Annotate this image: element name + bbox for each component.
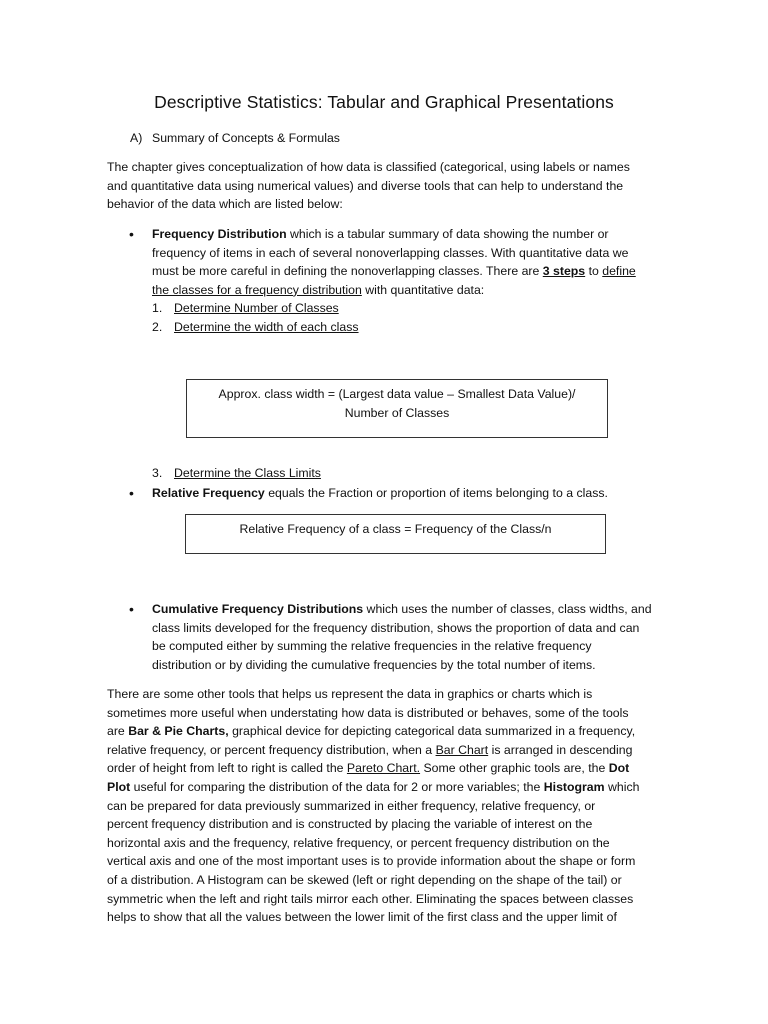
fd-line-1 — [152, 225, 636, 244]
ot-line: percent frequency distribution and is constructed by placing the variable of interest on the — [107, 817, 593, 832]
ot-line: sometimes more useful when understating how data is distributed or behaves, some of the tools — [107, 705, 629, 720]
ot-line: can be prepared for data previously summarized in either frequency, relative frequency, or — [107, 798, 596, 813]
ot-text: are — [107, 724, 129, 739]
fd-term: Frequency Distribution — [152, 227, 287, 241]
other-tools-paragraph — [107, 685, 639, 927]
fd-define-classes-link: the classes for a frequency distribution — [152, 282, 362, 297]
page-title: Descriptive Statistics: Tabular and Graphical Presentations — [154, 92, 614, 112]
ot-line: of a distribution. A Histogram can be skewed (left or right depending on the shape of the tail) or — [107, 872, 622, 887]
ot-text: order of height from left to right is called the — [107, 761, 347, 776]
bullet-icon: • — [129, 226, 134, 242]
pareto-chart-link: Pareto Chart. — [346, 761, 421, 776]
fd-line-3-a: must be more careful in defining the nonoverlapping classes. There are — [152, 264, 543, 279]
cf-line-4: distribution or by dividing the cumulative frequencies by the total number of items. — [152, 657, 596, 672]
relative-frequency-formula-box — [185, 514, 606, 554]
cf-line-3: be computed either by summing the relative frequencies in the relative frequency — [152, 639, 592, 654]
intro-line: The chapter gives conceptualization of how data is classified (categorical, using labels or names — [107, 160, 630, 174]
frequency-distribution-item — [152, 225, 636, 299]
ot-line: There are some other tools that helps us represent the data in graphics or charts which is — [107, 687, 593, 701]
ot-line-3 — [107, 722, 639, 741]
class-width-formula-box — [186, 379, 608, 438]
ot-line: helps to show that all the values between the lower limit of the first class and the upper limit of — [107, 910, 617, 925]
plot-term: Plot — [107, 779, 131, 794]
ot-line-4 — [107, 741, 639, 760]
fd-line-1-rest: which is a tabular summary of data showing the number or — [286, 227, 609, 241]
fd-define-link: define — [602, 264, 636, 279]
bar-pie-charts-term: Bar & Pie Charts, — [128, 724, 229, 739]
ot-text: useful for comparing the distribution of the data for 2 or more variables; the — [130, 779, 544, 794]
ot-text: is arranged in descending — [488, 742, 633, 757]
section-a-heading: Summary of Concepts & Formulas — [152, 131, 340, 145]
step-2-text: Determine the width of each class — [174, 320, 359, 334]
step-1-text: Determine Number of Classes — [174, 301, 339, 315]
ot-line: horizontal axis and the frequency, relative frequency, or percent frequency distribution on the — [107, 835, 610, 850]
ot-text: relative frequency, or percent frequency distribution, when a — [107, 742, 436, 757]
relative-frequency-formula: Relative Frequency of a class = Frequency of the Class/n — [239, 522, 552, 536]
ot-line-6 — [107, 778, 639, 797]
class-width-formula-line-1: Approx. class width = (Largest data value – Smallest Data Value)/ — [218, 387, 576, 401]
cf-line-1-rest: which uses the number of classes, class widths, and — [363, 602, 652, 616]
cf-line-1 — [152, 600, 652, 619]
ot-text: graphical device for depicting categorical data summarized in a frequency, — [228, 724, 636, 739]
ot-line: symmetric when the left and right tails mirror each other. Eliminating the spaces between classes — [107, 891, 634, 906]
intro-line: behavior of the data which are listed below: — [107, 197, 343, 212]
histogram-term: Histogram — [543, 779, 605, 794]
bullet-icon: • — [129, 601, 134, 617]
intro-line: and quantitative data using numerical values) and diverse tools that can help to understand the — [107, 178, 624, 193]
ot-text: Some other graphic tools are, the — [420, 761, 609, 776]
step-number: 1. — [152, 301, 163, 315]
rf-rest: equals the Fraction or proportion of items belonging to a class. — [264, 486, 608, 500]
cf-term: Cumulative Frequency Distributions — [152, 602, 364, 616]
fd-line-3 — [152, 262, 636, 281]
step-3-text: Determine the Class Limits — [174, 466, 321, 480]
ot-line-5 — [107, 759, 639, 778]
step-number: 3. — [152, 466, 163, 480]
class-width-formula-line-2: Number of Classes — [344, 405, 450, 420]
dot-term: Dot — [608, 761, 630, 776]
ot-line: vertical axis and one of the most important uses is to provide information about the shape or form — [107, 854, 636, 869]
bar-chart-link: Bar Chart — [435, 742, 489, 757]
bullet-icon: • — [129, 485, 134, 501]
fd-line-2: frequency of items in each of several nonoverlapping classes. With quantitative data we — [152, 245, 629, 260]
step-number: 2. — [152, 320, 163, 334]
fd-line-3-b: to — [585, 264, 603, 279]
rf-term: Relative Frequency — [152, 486, 265, 500]
cf-line-2: class limits developed for the frequency distribution, shows the proportion of data and can — [152, 620, 640, 635]
intro-paragraph — [107, 158, 630, 214]
relative-frequency-item — [152, 484, 608, 502]
fd-line-4-rest: with quantitative data: — [361, 282, 485, 297]
fd-steps-count: 3 steps — [542, 264, 586, 279]
cumulative-frequency-item — [152, 600, 652, 674]
fd-line-4 — [152, 281, 636, 300]
section-a-marker: A) — [130, 131, 143, 145]
ot-text: which — [604, 779, 640, 794]
